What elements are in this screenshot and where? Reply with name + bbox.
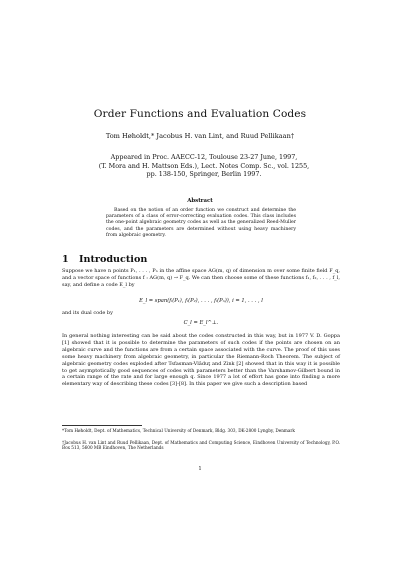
section-number: 1	[62, 254, 69, 265]
abstract-text: Based on the notion of an order function we construct and determine the parameters of a class of error-correcting evaluation codes. This class includes the one-point algebraic geometry codes as well as the generalized Reed-Muller codes, and the parameters are determined without using heavy machinery from algebraic geometry.	[106, 208, 296, 238]
footnote-rule	[62, 425, 142, 426]
footnote-2: †Jacobus H. van Lint and Ruud Pellikaan, Dept. of Mathematics and Computing Science, Eindhoven University of Technology, P.O. Box 513, 5600 MB Eindhoven, The Netherlands	[62, 440, 340, 451]
publication-note-line-2: (T. Mora and H. Mattson Eds.), Lect. Notes Comp. Sc., vol. 1255,	[98, 161, 310, 170]
page-number: 1	[198, 466, 202, 472]
intro-paragraph-2: In general nothing interesting can be said about the codes constructed in this way, but in 1977 V. D. Goppa [1] showed that it is possible to determine the parameters of such codes if the points are chosen on an algebraic curve and the functions are from a certain space associated with the curve. The proof of this uses some heavy machinery from algebraic geometry, in particular the Riemann-Roch Theorem. The subject of algebraic geometry codes exploded after Tsfasman-Vlăduţ and Zink [2] showed that in this way it is possible to get asymptotically good sequences of codes with parameters better than the Varshamov-Gilbert bound in a certain range of the rate and for large enough q. Since 1977 a lot of effort has gone into finding a more elementary way of describing these codes [3]-[8]. In this paper we give such a description based	[62, 333, 340, 388]
footnote-1: *Tom Høholdt, Dept. of Mathematics, Technical University of Denmark, Bldg. 303, DK-2800 Lyngby, Denmark	[62, 428, 295, 433]
publication-note-line-3: pp. 138-150, Springer, Berlin 1997.	[146, 170, 262, 179]
section-title: Introduction	[79, 254, 148, 265]
author-line: Tom Høholdt,* Jacobus H. van Lint, and Ruud Pellikaan†	[105, 132, 295, 140]
dual-code-text: and its dual code by	[62, 310, 113, 316]
intro-paragraph-1: Suppose we have n points P₁, . . . , Pₙ in the affine space AG(m, q) of dimension m over some finite field F_q, and a vector space of functions f : AG(m, q) → F_q. We can then choose some of these functions f₁, f₂, . . . , f_l, say, and define a code E_l by	[62, 268, 340, 288]
section-heading	[62, 254, 147, 265]
paper-title: Order Functions and Evaluation Codes	[93, 108, 307, 120]
publication-note	[88, 153, 320, 179]
publication-note-line-1: Appeared in Proc. AAECC-12, Toulouse 23-27 June, 1997,	[110, 153, 298, 161]
abstract-heading: Abstract	[187, 198, 213, 204]
equation-span: E_l = span(fᵢ(P₁), fᵢ(P₂), . . . , fᵢ(Pₙ)), i = 1, . . . , l	[139, 298, 263, 304]
equation-dual: C_l = E_l^⊥.	[183, 320, 219, 326]
